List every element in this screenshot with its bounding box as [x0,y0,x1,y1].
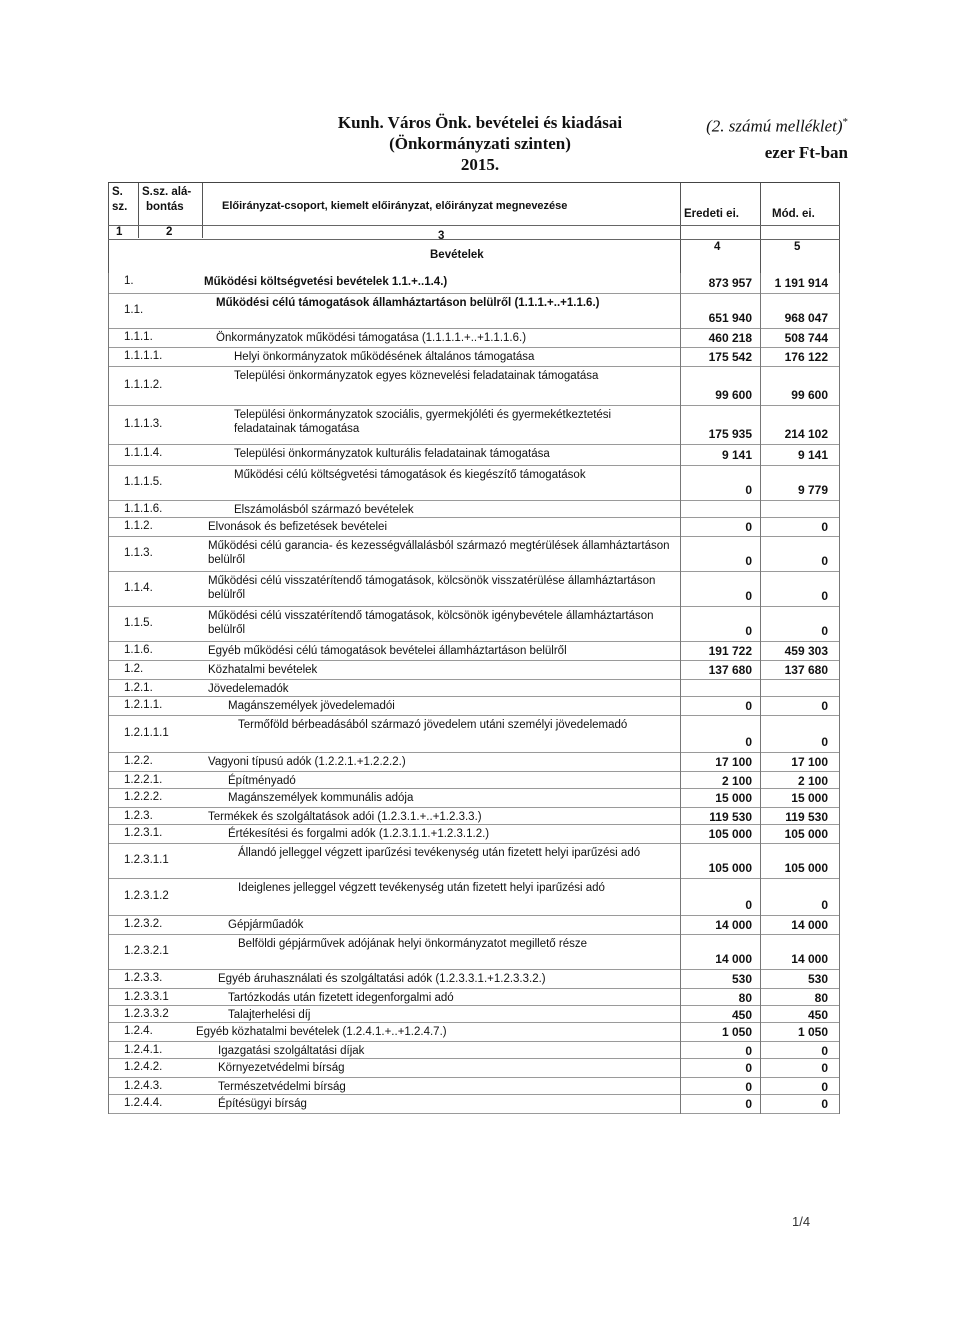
row-modified-value: 9 141 [797,448,828,462]
table-row [108,789,840,808]
row-name: Magánszemélyek kommunális adója [228,792,414,804]
table-row [108,348,840,367]
row-modified-value: 17 100 [791,755,828,769]
row-original-value: 0 [745,1097,752,1111]
table-row [108,772,840,789]
row-original-value: 0 [745,699,752,713]
table-row [108,1023,840,1042]
row-name: Egyéb közhatalmi bevételek (1.2.4.1.+..+1.2.4.7.) [196,1026,447,1038]
row-original-value: 1 050 [721,1025,752,1039]
row-code: 1.2.4.4. [124,1097,163,1109]
row-modified-value: 14 000 [791,952,828,966]
row-modified-value: 0 [821,624,828,638]
row-modified-value: 119 530 [785,810,828,824]
row-code: 1.1. [124,304,144,316]
table-row [108,1006,840,1023]
table-row [108,501,840,518]
col-name-header: Előirányzat-csoport, kiemelt előirányzat, előirányzat megnevezése [222,200,568,212]
row-modified-value: 214 102 [784,427,828,441]
table-row [108,916,840,935]
row-modified-value: 105 000 [784,861,828,875]
table-row [108,406,840,445]
row-name: Értékesítési és forgalmi adók (1.2.3.1.1.+1.2.3.1.2.) [228,828,490,840]
row-code: 1.1.1.1. [124,350,163,362]
row-code: 1.2.3.2.1 [124,945,169,957]
row-original-value: 80 [738,991,752,1005]
table-header [108,182,840,273]
row-code: 1.1.2. [124,520,153,532]
table-row [108,607,840,642]
table-row [108,661,840,680]
row-name: Magánszemélyek jövedelemadói [228,700,395,712]
table-row [108,1042,840,1059]
row-code: 1.2.3.3.2 [124,1008,169,1020]
table-row [108,466,840,501]
row-name: Talajterhelési díj [228,1009,311,1021]
table-row [108,642,840,661]
table-row [108,1059,840,1078]
row-name: Vagyoni típusú adók (1.2.2.1.+1.2.2.2.) [208,756,406,768]
row-code: 1.1.1.2. [124,379,163,391]
row-name: Termékek és szolgáltatások adói (1.2.3.1.+..+1.2.3.3.) [208,811,482,823]
row-original-value: 17 100 [715,755,752,769]
row-modified-value: 2 100 [797,774,828,788]
row-name: Építésügyi bírság [218,1098,307,1110]
row-original-value: 2 100 [721,774,752,788]
row-original-value: 450 [731,1008,752,1022]
row-name: Egyéb működési célú támogatások bevételei államháztartáson belülről [208,645,567,657]
row-modified-value: 0 [821,1061,828,1075]
row-original-value: 137 680 [708,663,752,677]
row-original-value: 14 000 [715,952,752,966]
annex-block [690,112,848,163]
row-code: 1.2.3.1. [124,827,163,839]
row-code: 1.2.3.3.1 [124,991,169,1003]
row-original-value: 0 [745,898,752,912]
table-row [108,808,840,825]
row-original-value: 99 600 [715,388,752,402]
row-code: 1.2.2. [124,755,153,767]
row-modified-value: 0 [821,589,828,603]
row-name: Belföldi gépjárművek adójának helyi önkormányzatot megillető része [238,938,588,950]
document-title [300,112,660,175]
col-s-line1: S. [112,186,123,198]
row-modified-value: 530 [807,972,828,986]
col-original-header: Eredeti ei. [684,208,739,220]
row-code: 1.2.3.1.1 [124,854,169,866]
table-row [108,753,840,772]
row-name: Működési költségvetési bevételek 1.1.+..1.4.) [204,276,448,288]
section-label: Bevételek [430,249,484,261]
row-name: Ideiglenes jelleggel végzett tevékenység után fizetett helyi iparűzési adó [238,882,605,894]
row-original-value: 0 [745,520,752,534]
row-modified-value: 0 [821,699,828,713]
row-name: Egyéb áruhasználati és szolgáltatási adók (1.2.3.3.1.+1.2.3.3.2.) [218,973,546,985]
row-modified-value: 137 680 [784,663,828,677]
row-original-value: 873 957 [708,276,752,290]
table-row [108,825,840,844]
annex-label: (2. számú melléklet) [706,116,843,136]
table-row [108,273,840,294]
col-num-4: 4 [714,241,721,253]
row-code: 1.2.4.1. [124,1044,163,1056]
row-modified-value: 0 [821,898,828,912]
row-code: 1.1.3. [124,547,153,559]
row-code: 1.1.1.5. [124,476,163,488]
row-original-value: 460 218 [708,331,752,345]
row-name: Állandó jelleggel végzett iparűzési tevékenység után fizetett helyi iparűzési adó [238,847,641,859]
col-num-3: 3 [438,230,445,242]
table-row [108,935,840,970]
row-original-value: 0 [745,735,752,749]
row-original-value: 0 [745,589,752,603]
row-code: 1.2. [124,663,144,675]
row-original-value: 175 935 [708,427,752,441]
row-code: 1.1.1. [124,331,153,343]
table-row [108,697,840,716]
row-modified-value: 15 000 [791,791,828,805]
row-name: Települési önkormányzatok egyes köznevelési feladatainak támogatása [234,370,599,382]
row-name: Működési célú visszatérítendő támogatások, kölcsönök igénybevétele államháztartáson belülről [208,610,654,636]
table-row [108,518,840,537]
row-name: Természetvédelmi bírság [218,1081,346,1093]
row-original-value: 0 [745,483,752,497]
table-row [108,572,840,607]
row-modified-value: 968 047 [784,311,828,325]
col-ssz-line1: S.sz. alá- [142,186,192,198]
row-code: 1.1.1.4. [124,447,163,459]
table-row [108,537,840,572]
row-modified-value: 0 [821,554,828,568]
row-original-value: 175 542 [708,350,752,364]
annex-star: * [842,116,848,128]
row-modified-value: 176 122 [784,350,828,364]
row-original-value: 119 530 [709,810,752,824]
row-code: 1.2.1.1. [124,699,163,711]
row-code: 1.2.1. [124,682,153,694]
table-row [108,1095,840,1114]
row-code: 1.1.4. [124,582,153,594]
table-row [108,1078,840,1095]
row-name: Elvonások és befizetések bevételei [208,521,387,533]
row-name: Működési célú visszatérítendő támogatások, kölcsönök visszatérülése államháztartáson belülről [208,575,656,601]
row-modified-value: 1 191 914 [774,276,828,290]
row-name: Környezetvédelmi bírság [218,1062,345,1074]
row-original-value: 0 [745,554,752,568]
col-ssz-line2: bontás [146,201,184,213]
row-modified-value: 459 303 [784,644,828,658]
col-modified-header: Mód. ei. [772,208,815,220]
row-modified-value: 105 000 [784,827,828,841]
col-num-1: 1 [116,226,123,238]
table-row [108,367,840,406]
row-code: 1.2.4.2. [124,1061,163,1073]
table-row [108,844,840,879]
row-name: Igazgatási szolgáltatási díjak [218,1045,365,1057]
col-num-2: 2 [166,226,173,238]
row-name: Gépjárműadók [228,919,304,931]
table-row [108,716,840,753]
row-name: Működési célú költségvetési támogatások és kiegészítő támogatások [234,469,586,481]
row-name: Tartózkodás után fizetett idegenforgalmi adó [228,992,454,1004]
row-code: 1.1.1.3. [124,418,163,430]
row-original-value: 14 000 [715,918,752,932]
row-original-value: 105 000 [708,861,752,875]
col-s-line2: sz. [112,201,128,213]
row-code: 1.2.2.1. [124,774,163,786]
revenue-table [108,182,840,1114]
row-modified-value: 14 000 [791,918,828,932]
row-modified-value: 1 050 [797,1025,828,1039]
table-row [108,445,840,466]
row-name: Önkormányzatok működési támogatása (1.1.1.1.+..+1.1.1.6.) [216,332,527,344]
row-name: Települési önkormányzatok szociális, gyermekjóléti és gyermekétkeztetési feladatainak támogatása [234,409,612,435]
table-body [108,273,840,1114]
col-num-5: 5 [794,241,801,253]
row-code: 1.2.3.2. [124,918,163,930]
row-name: Jövedelemadók [208,683,289,695]
row-original-value: 0 [745,1080,752,1094]
title-line-2: (Önkormányzati szinten) [389,134,571,153]
table-row [108,680,840,697]
row-code: 1.2.4.3. [124,1080,163,1092]
row-name: Építményadó [228,775,296,787]
row-code: 1.2.1.1.1 [124,727,169,739]
row-original-value: 0 [745,1044,752,1058]
row-modified-value: 0 [821,520,828,534]
table-row [108,970,840,989]
row-modified-value: 0 [821,735,828,749]
row-original-value: 651 940 [708,311,752,325]
row-name: Termőföld bérbeadásából származó jövedelem utáni személyi jövedelemadó [238,719,628,731]
table-row [108,329,840,348]
row-name: Elszámolásból származó bevételek [234,504,414,516]
row-code: 1.2.3.3. [124,972,163,984]
table-row [108,879,840,916]
row-name: Települési önkormányzatok kulturális feladatainak támogatása [234,448,550,460]
row-modified-value: 0 [821,1080,828,1094]
row-modified-value: 80 [814,991,828,1005]
row-code: 1.1.5. [124,617,153,629]
row-modified-value: 0 [821,1044,828,1058]
row-original-value: 9 141 [721,448,752,462]
unit-label: ezer Ft-ban [764,142,848,162]
row-original-value: 530 [731,972,752,986]
row-code: 1.1.1.6. [124,503,163,515]
row-modified-value: 508 744 [784,331,828,345]
row-modified-value: 9 779 [797,483,828,497]
row-code: 1.2.2.2. [124,791,163,803]
row-code: 1.2.4. [124,1025,153,1037]
row-modified-value: 99 600 [791,388,828,402]
row-original-value: 0 [745,1061,752,1075]
row-modified-value: 0 [821,1097,828,1111]
title-line-3: 2015. [460,155,500,174]
row-code: 1.2.3.1.2 [124,890,169,902]
row-name: Közhatalmi bevételek [208,664,318,676]
row-name: Helyi önkormányzatok működésének általános támogatása [234,351,535,363]
row-original-value: 0 [745,624,752,638]
row-code: 1.1.6. [124,644,153,656]
row-code: 1. [124,275,134,287]
row-name: Működési célú garancia- és kezességvállalásból származó megtérülések államháztartáson belülről [208,540,670,566]
page-number: 1/4 [792,1214,811,1229]
row-name: Működési célú támogatások államháztartáson belülről (1.1.1.+..+1.1.6.) [216,297,600,309]
table-row [108,989,840,1006]
row-original-value: 105 000 [708,827,752,841]
title-line-1: Kunh. Város Önk. bevételei és kiadásai [337,113,623,132]
row-original-value: 191 722 [708,644,752,658]
row-modified-value: 450 [807,1008,828,1022]
table-row [108,294,840,329]
row-original-value: 15 000 [715,791,752,805]
row-code: 1.2.3. [124,810,153,822]
